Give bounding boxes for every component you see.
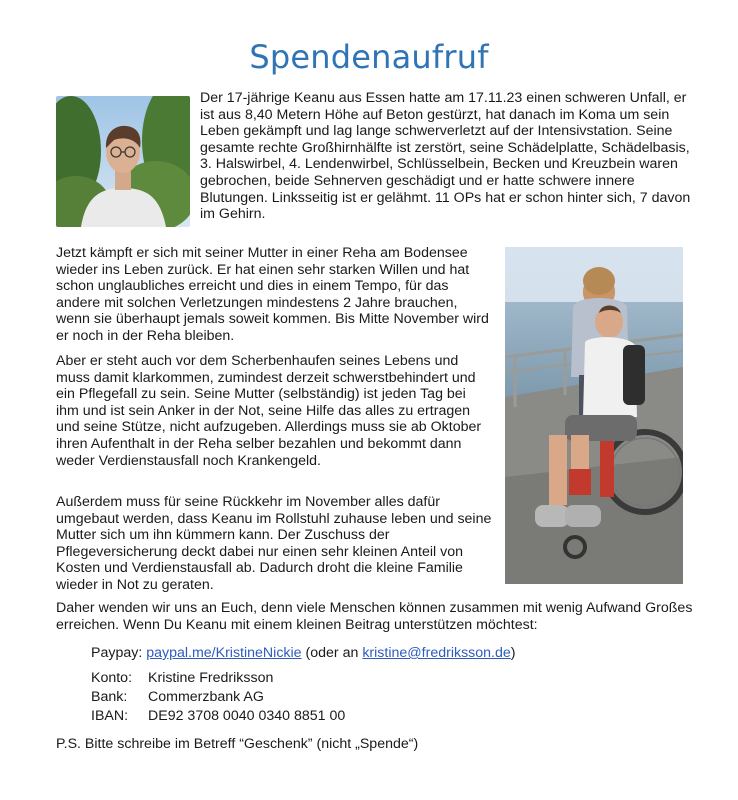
portrait-photo bbox=[56, 96, 190, 227]
paypal-line bbox=[91, 645, 516, 662]
konto-label: Konto: bbox=[91, 670, 133, 686]
wheelchair-photo bbox=[505, 247, 683, 584]
iban-value: DE92 3708 0040 0340 8851 00 bbox=[148, 708, 346, 724]
paragraph-appeal: Daher wenden wir uns an Euch, denn viele Menschen können zusammen mit wenig Aufwand Großes erreichen. Wenn Du Keanu mit einem kleinen Beitrag unterstützen möchtest: bbox=[56, 600, 693, 633]
paypal-label: Paypay: bbox=[91, 645, 143, 661]
bank-label: Bank: bbox=[91, 689, 128, 705]
paypal-close: ) bbox=[510, 645, 516, 661]
paypal-alt-text: (oder an bbox=[305, 645, 359, 661]
konto-value: Kristine Fredriksson bbox=[148, 670, 274, 686]
iban-label: IBAN: bbox=[91, 708, 129, 724]
email-link[interactable]: kristine@fredriksson.de bbox=[362, 645, 511, 661]
postscript: P.S. Bitte schreibe im Betreff “Geschenk” (nicht „Spende“) bbox=[56, 736, 419, 752]
paragraph-rehab: Jetzt kämpft er sich mit seiner Mutter in einer Reha am Bodensee wieder ins Leben zurück. Er hat einen sehr starken Willen und hat schon unglaubliches erreicht und dies in einem Tempo, für das andere mit solchen Verletzungen mindestens 2 Jahre brauchen, wenn sie überhaupt jemals soweit kommen. Bis Mitte November wird er noch in der Reha bleiben. bbox=[56, 245, 489, 344]
paragraph-situation: Aber er steht auch vor dem Scherbenhaufen seines Lebens und muss damit klarkommen, zumindest derzeit schwerstbehindert und ein Pflegefall zu sein. Seine Mutter (selbständig) ist jeden Tag bei ihm und ist sein Anker in der Not, seine Hilfe das alles zu ertragen und seine Stütze, nicht aufzugeben. Allerdings muss sie ab Oktober ihren Aufenthalt in der Reha selber bezahlen und bekommt dann weder Verdienstausfall noch Krankengeld. bbox=[56, 353, 482, 469]
page-title: Spendenaufruf bbox=[249, 38, 489, 76]
bank-value: Commerzbank AG bbox=[148, 689, 264, 705]
paragraph-renovation: Außerdem muss für seine Rückkehr im November alles dafür umgebaut werden, dass Keanu im Rollstuhl zuhause leben und seine Mutter sich um ihn kümmern kann. Der Zuschuss der Pflegeversicherung deckt dabei nur einen sehr kleinen Anteil von Kosten und Verdienstausfall ab. Dadurch droht die kleine Familie wieder in Not zu geraten. bbox=[56, 494, 492, 593]
paragraph-accident: Der 17-jährige Keanu aus Essen hatte am 17.11.23 einen schweren Unfall, er ist aus 8,40 Metern Höhe auf Beton gestürzt, hat danach im Koma um sein Leben gekämpft und lag lange schwerverletzt auf der Intensivstation. Seine gesamte rechte Großhirnhälfte ist zerstört, seine Schädelplatte, Schädelbasis, 3. Halswirbel, 4. Lendenwirbel, Schlüsselbein, Becken und Kreuzbein waren gebrochen, beide Sehnerven geschädigt und er hatte schwere innere Blutungen. Linksseitig ist er gelähmt. 11 OPs hat er schon hinter sich, 7 davon im Gehirn. bbox=[200, 90, 691, 223]
paypal-link[interactable]: paypal.me/KristineNickie bbox=[146, 645, 302, 661]
